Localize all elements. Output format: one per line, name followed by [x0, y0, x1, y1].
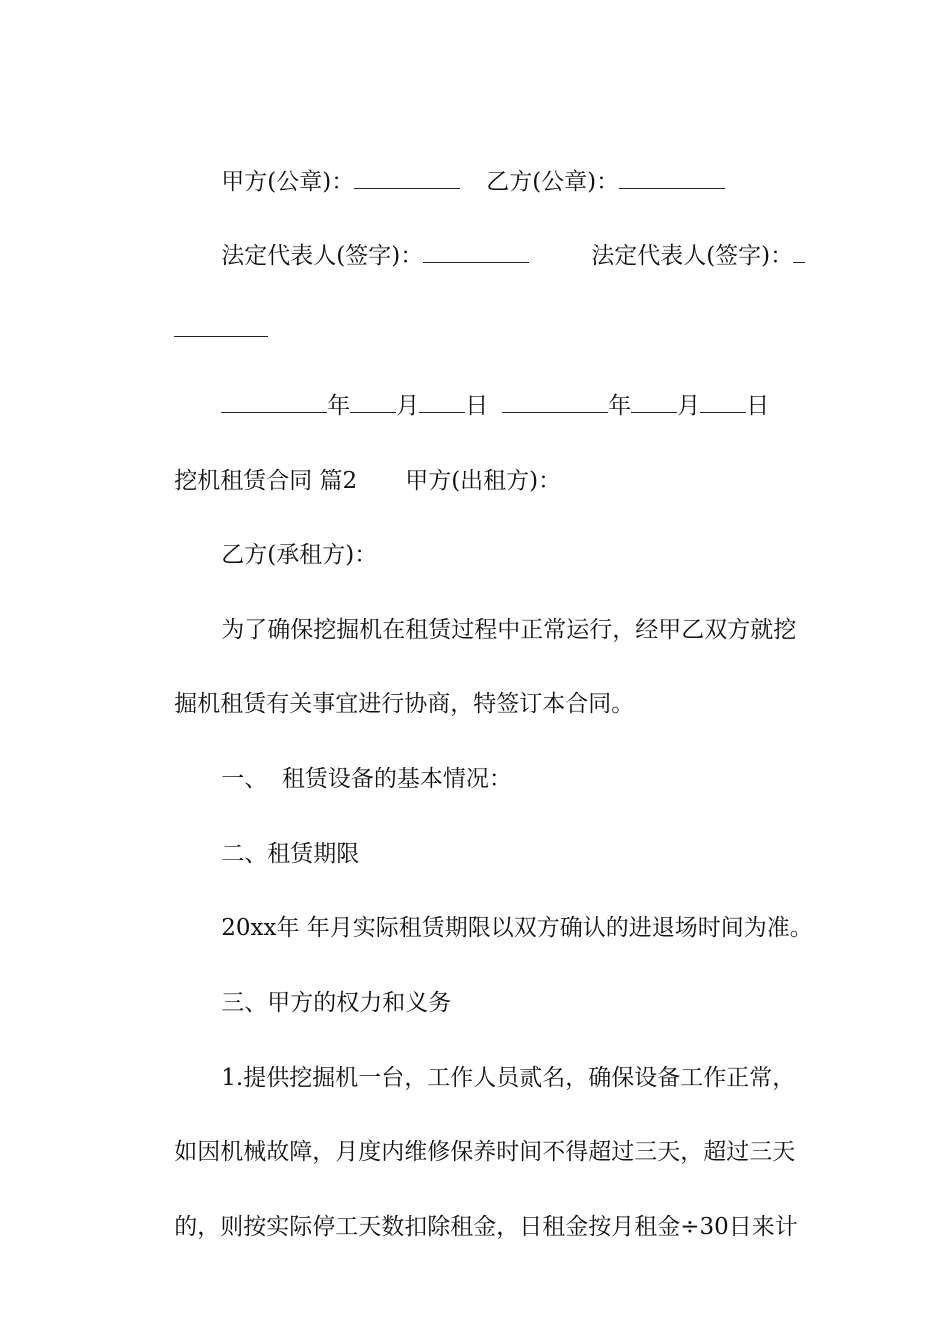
item-1-text-3: 的，则按实际停工天数扣除租金，日租金按月租金÷30日来计	[174, 1214, 798, 1240]
party-a-seal-label: 甲方(公章)：	[221, 169, 355, 195]
date-a-year: 年	[327, 393, 351, 419]
date-b-month-blank	[631, 390, 677, 413]
date-a-day: 日	[465, 393, 489, 419]
party-b-seal-label: 乙方(公章)：	[486, 169, 620, 195]
item-1-text-2: 如因机械故障，月度内维修保养时间不得超过三天，超过三天	[174, 1139, 796, 1165]
date-a-year-blank	[221, 390, 327, 413]
section-3-text: 三、甲方的权力和义务	[221, 990, 452, 1016]
item-1-line-3	[0, 1182, 950, 1272]
rep-a-blank	[423, 240, 529, 263]
intro-text-2: 掘机租赁有关事宜进行协商，特签订本合同。	[174, 691, 635, 717]
party-b-seal-blank	[619, 166, 725, 189]
date-a-day-blank	[419, 390, 465, 413]
party-b-lessee: 乙方(承租方)：	[221, 542, 378, 568]
date-b-day: 日	[746, 393, 770, 419]
section-2-text: 二、租赁期限	[221, 841, 360, 867]
date-b-month: 月	[677, 393, 701, 419]
period-text: 20xx年 年月实际租赁期限以双方确认的进退场时间为准。	[221, 915, 813, 941]
date-b-year: 年	[608, 393, 632, 419]
rep-b-blank-continued	[174, 314, 268, 337]
intro-text-1: 为了确保挖掘机在租赁过程中正常运行，经甲乙双方就挖	[221, 617, 797, 643]
date-b-day-blank	[700, 390, 746, 413]
party-a-seal-blank	[354, 166, 460, 189]
contract-title: 挖机租赁合同 篇2	[174, 468, 358, 494]
rep-b-blank	[793, 240, 805, 263]
date-b-year-blank	[502, 390, 608, 413]
section-1-text: 一、 租赁设备的基本情况：	[221, 766, 512, 792]
party-a-lessor: 甲方(出租方)：	[405, 468, 562, 494]
date-a-month: 月	[396, 393, 420, 419]
item-1-text-1: 1.提供挖掘机一台，工作人员贰名，确保设备工作正常，	[221, 1065, 796, 1091]
date-a-month-blank	[350, 390, 396, 413]
rep-a-label: 法定代表人(签字)：	[221, 243, 424, 269]
rep-b-label: 法定代表人(签字)：	[591, 243, 794, 269]
